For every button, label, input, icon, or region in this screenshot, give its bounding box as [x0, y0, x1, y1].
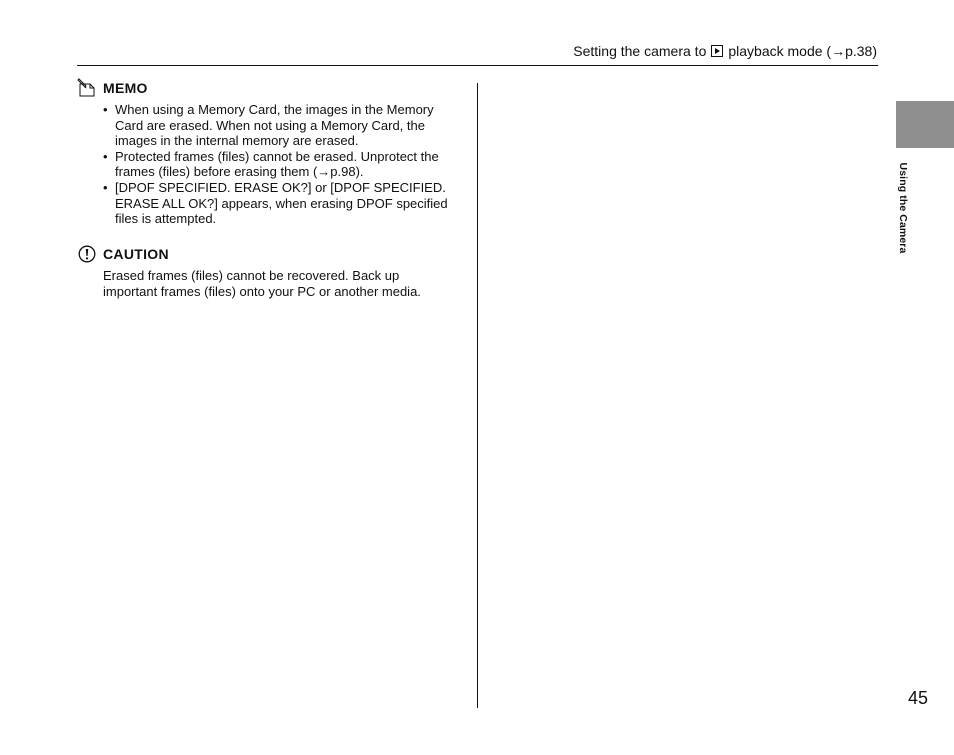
memo-section: [77, 78, 457, 227]
memo-item: • When using a Memory Card, the images in the Memory Card are erased. When not using a Memory Card, the images in the internal memory are erased.: [103, 102, 457, 149]
column-divider: [477, 83, 478, 708]
playback-icon: [711, 45, 723, 57]
caution-section: [77, 244, 457, 300]
caution-title: CAUTION: [103, 246, 169, 262]
header-text-after-icon: playback mode (→p.38): [728, 43, 877, 59]
memo-pencil-icon: [77, 78, 97, 98]
memo-item: • Protected frames (files) cannot be erased. Unprotect the frames (files) before erasing them (→p.98).: [103, 149, 457, 180]
header-rule: [77, 65, 878, 66]
section-tab: [896, 101, 954, 148]
memo-heading: [77, 78, 457, 98]
memo-list: [77, 102, 457, 227]
header-text-before-icon: Setting the camera to: [573, 43, 707, 59]
memo-item: • [DPOF SPECIFIED. ERASE OK?] or [DPOF SPECIFIED. ERASE ALL OK?] appears, when erasing DPOF specified files is attempted.: [103, 180, 457, 227]
section-tab-label: Using the Camera: [897, 162, 909, 254]
page-number: 45: [908, 688, 929, 708]
running-header: [573, 43, 877, 59]
caution-text: Erased frames (files) cannot be recovered. Back up important frames (files) onto your PC or another media.: [103, 268, 421, 299]
caution-heading: [77, 244, 457, 264]
exclamation-circle-icon: [77, 244, 97, 264]
memo-title: MEMO: [103, 80, 148, 96]
